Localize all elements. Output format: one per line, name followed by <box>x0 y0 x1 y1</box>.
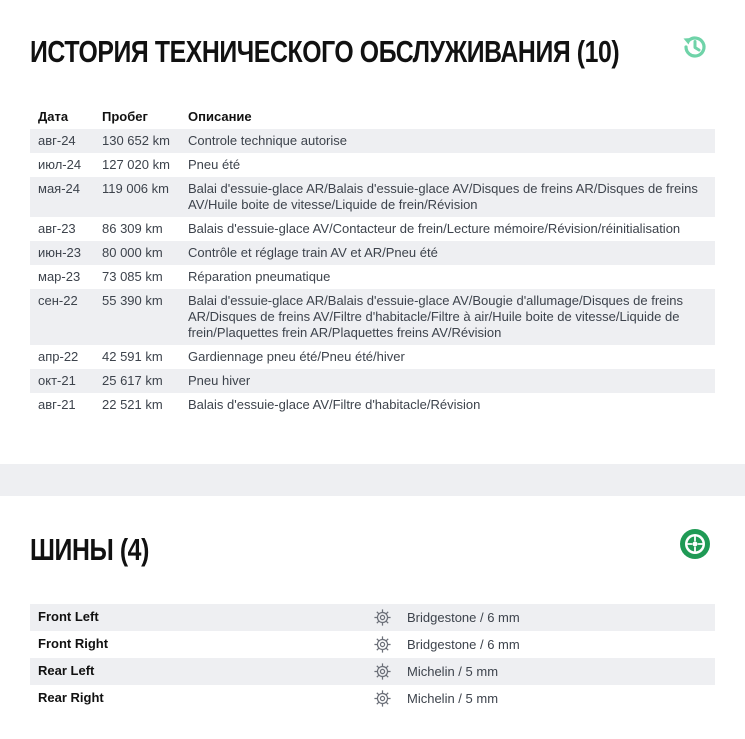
tires-list <box>30 604 715 712</box>
tire-position: Front Right <box>38 636 109 651</box>
row-description: Balais d'essuie-glace AV/Contacteur de frein/Lecture mémoire/Révision/réinitialisation <box>188 221 681 236</box>
history-icon <box>679 31 711 63</box>
tires-section-title: ШИНЫ (4) <box>30 532 149 567</box>
gear-icon <box>373 689 392 708</box>
row-date: авг-21 <box>38 397 76 412</box>
row-mileage: 55 390 km <box>102 293 163 308</box>
row-description: Balai d'essuie-glace AR/Balais d'essuie-glace AV/Bougie d'allumage/Disques de freins AR/Disques de freins AV/Filtre d'habitacle/Filtre à air/Huile boite de vitesse/Liquide de frein/Plaquettes frein AR/Plaquettes freins AV/Révision <box>188 293 683 340</box>
tire-value: Bridgestone / 6 mm <box>407 637 520 652</box>
row-date: авг-23 <box>38 221 76 236</box>
tire-row <box>30 658 715 685</box>
column-header-mileage: Пробег <box>102 109 148 124</box>
table-row <box>30 241 715 265</box>
row-description: Réparation pneumatique <box>188 269 331 284</box>
row-mileage: 42 591 km <box>102 349 163 364</box>
row-description: Contrôle et réglage train AV et AR/Pneu été <box>188 245 438 260</box>
row-date: сен-22 <box>38 293 78 308</box>
gear-icon <box>373 608 392 627</box>
table-row <box>30 289 715 345</box>
row-date: мар-23 <box>38 269 81 284</box>
table-row <box>30 217 715 241</box>
row-date: апр-22 <box>38 349 79 364</box>
row-description: Balai d'essuie-glace AR/Balais d'essuie-glace AV/Disques de freins AR/Disques de freins AV/Huile boite de vitesse/Liquide de frein/Révision <box>188 181 698 212</box>
tire-position: Rear Right <box>38 690 104 705</box>
table-row <box>30 345 715 369</box>
history-section-title: ИСТОРИЯ ТЕХНИЧЕСКОГО ОБСЛУЖИВАНИЯ (10) <box>30 34 620 69</box>
row-date: авг-24 <box>38 133 76 148</box>
table-row <box>30 177 715 217</box>
table-row <box>30 265 715 289</box>
section-divider <box>0 464 745 496</box>
row-mileage: 127 020 km <box>102 157 170 172</box>
row-mileage: 119 006 km <box>102 181 169 196</box>
row-date: июл-24 <box>38 157 82 172</box>
row-date: июн-23 <box>38 245 81 260</box>
table-row <box>30 153 715 177</box>
tire-icon <box>679 528 711 560</box>
column-header-date: Дата <box>38 109 69 124</box>
tire-value: Michelin / 5 mm <box>407 664 499 679</box>
gear-icon <box>373 635 392 654</box>
row-description: Controle technique autorise <box>188 133 347 148</box>
row-mileage: 86 309 km <box>102 221 163 236</box>
row-description: Gardiennage pneu été/Pneu été/hiver <box>188 349 405 364</box>
row-mileage: 130 652 km <box>102 133 170 148</box>
row-description: Pneu été <box>188 157 241 172</box>
row-mileage: 80 000 km <box>102 245 163 260</box>
history-table-header <box>30 109 715 129</box>
tire-position: Front Left <box>38 609 99 624</box>
table-row <box>30 129 715 153</box>
row-description: Balais d'essuie-glace AV/Filtre d'habitacle/Révision <box>188 397 481 412</box>
column-header-description: Описание <box>188 109 252 124</box>
row-mileage: 22 521 km <box>102 397 163 412</box>
tire-row <box>30 604 715 631</box>
gear-icon <box>373 662 392 681</box>
row-mileage: 73 085 km <box>102 269 163 284</box>
row-description: Pneu hiver <box>188 373 251 388</box>
table-row <box>30 369 715 393</box>
tire-value: Bridgestone / 6 mm <box>407 610 520 625</box>
row-date: окт-21 <box>38 373 76 388</box>
tire-value: Michelin / 5 mm <box>407 691 499 706</box>
history-table <box>30 129 715 417</box>
table-row <box>30 393 715 417</box>
tire-row <box>30 685 715 712</box>
tire-position: Rear Left <box>38 663 95 678</box>
row-mileage: 25 617 km <box>102 373 163 388</box>
row-date: мая-24 <box>38 181 80 196</box>
tire-row <box>30 631 715 658</box>
